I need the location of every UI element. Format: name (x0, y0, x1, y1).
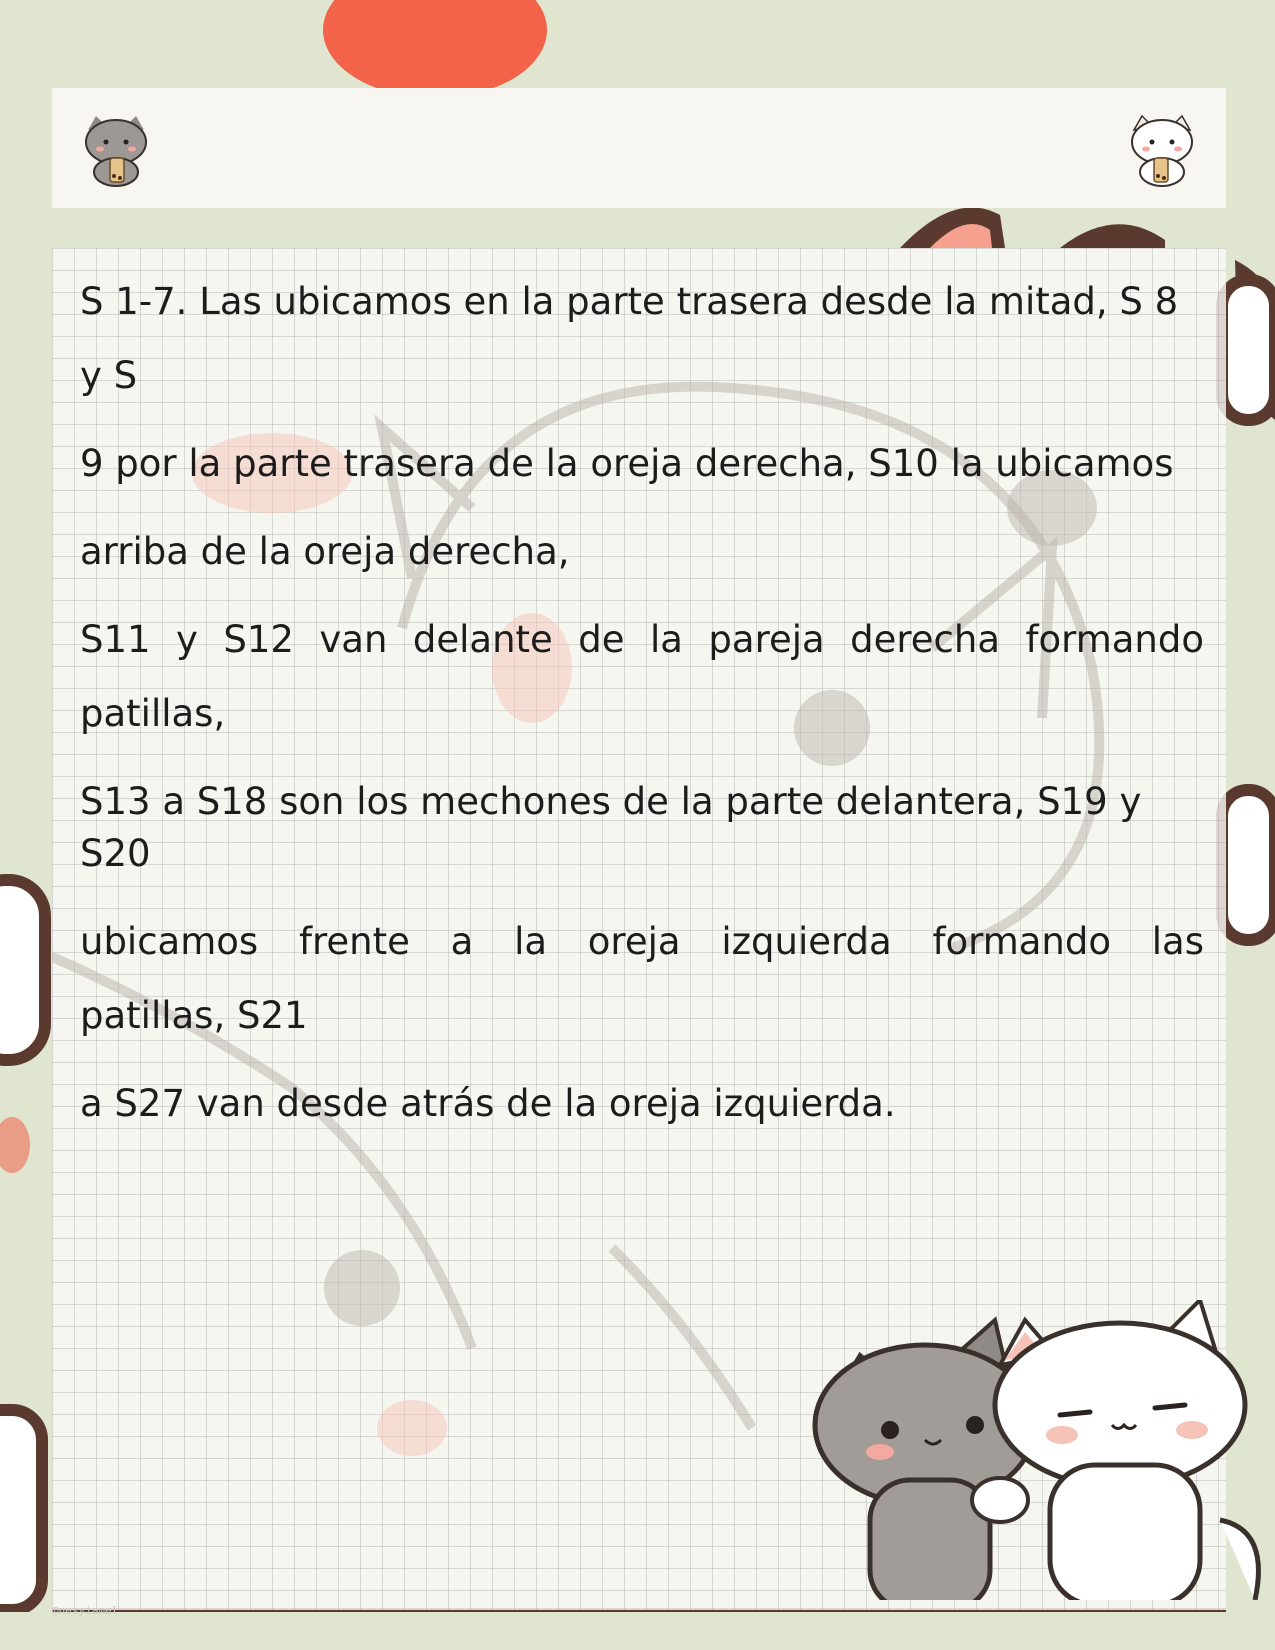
instruction-line-2: y S (80, 354, 138, 397)
instruction-line-7: S13 a S18 son los mechones de la parte delantera, S19 y S20 (80, 780, 1142, 875)
instruction-line-1: S 1-7. Las ubicamos en la parte trasera desde la mitad, S 8 (80, 280, 1179, 323)
gray-cat-boba-icon (76, 112, 156, 188)
header-band (52, 88, 1226, 208)
instruction-line-10: a S27 van desde atrás de la oreja izquierda. (80, 1082, 896, 1125)
instructions-text (80, 276, 1204, 1130)
instruction-line-3: 9 por la parte trasera de la oreja derecha, S10 la ubicamos (80, 442, 1174, 485)
watermark: @nesyiamel (52, 1604, 119, 1617)
instruction-line-9: patillas, S21 (80, 994, 308, 1037)
white-cat-boba-icon (1122, 112, 1202, 188)
instruction-line-8: ubicamos frente a la oreja izquierda formando las (80, 920, 1204, 963)
instruction-line-5: S11 y S12 van delante de la pareja derecha formando (80, 618, 1204, 661)
instruction-line-6: patillas, (80, 692, 226, 735)
instruction-line-4: arriba de la oreja derecha, (80, 530, 570, 573)
hugging-cats-icon (800, 1300, 1275, 1600)
